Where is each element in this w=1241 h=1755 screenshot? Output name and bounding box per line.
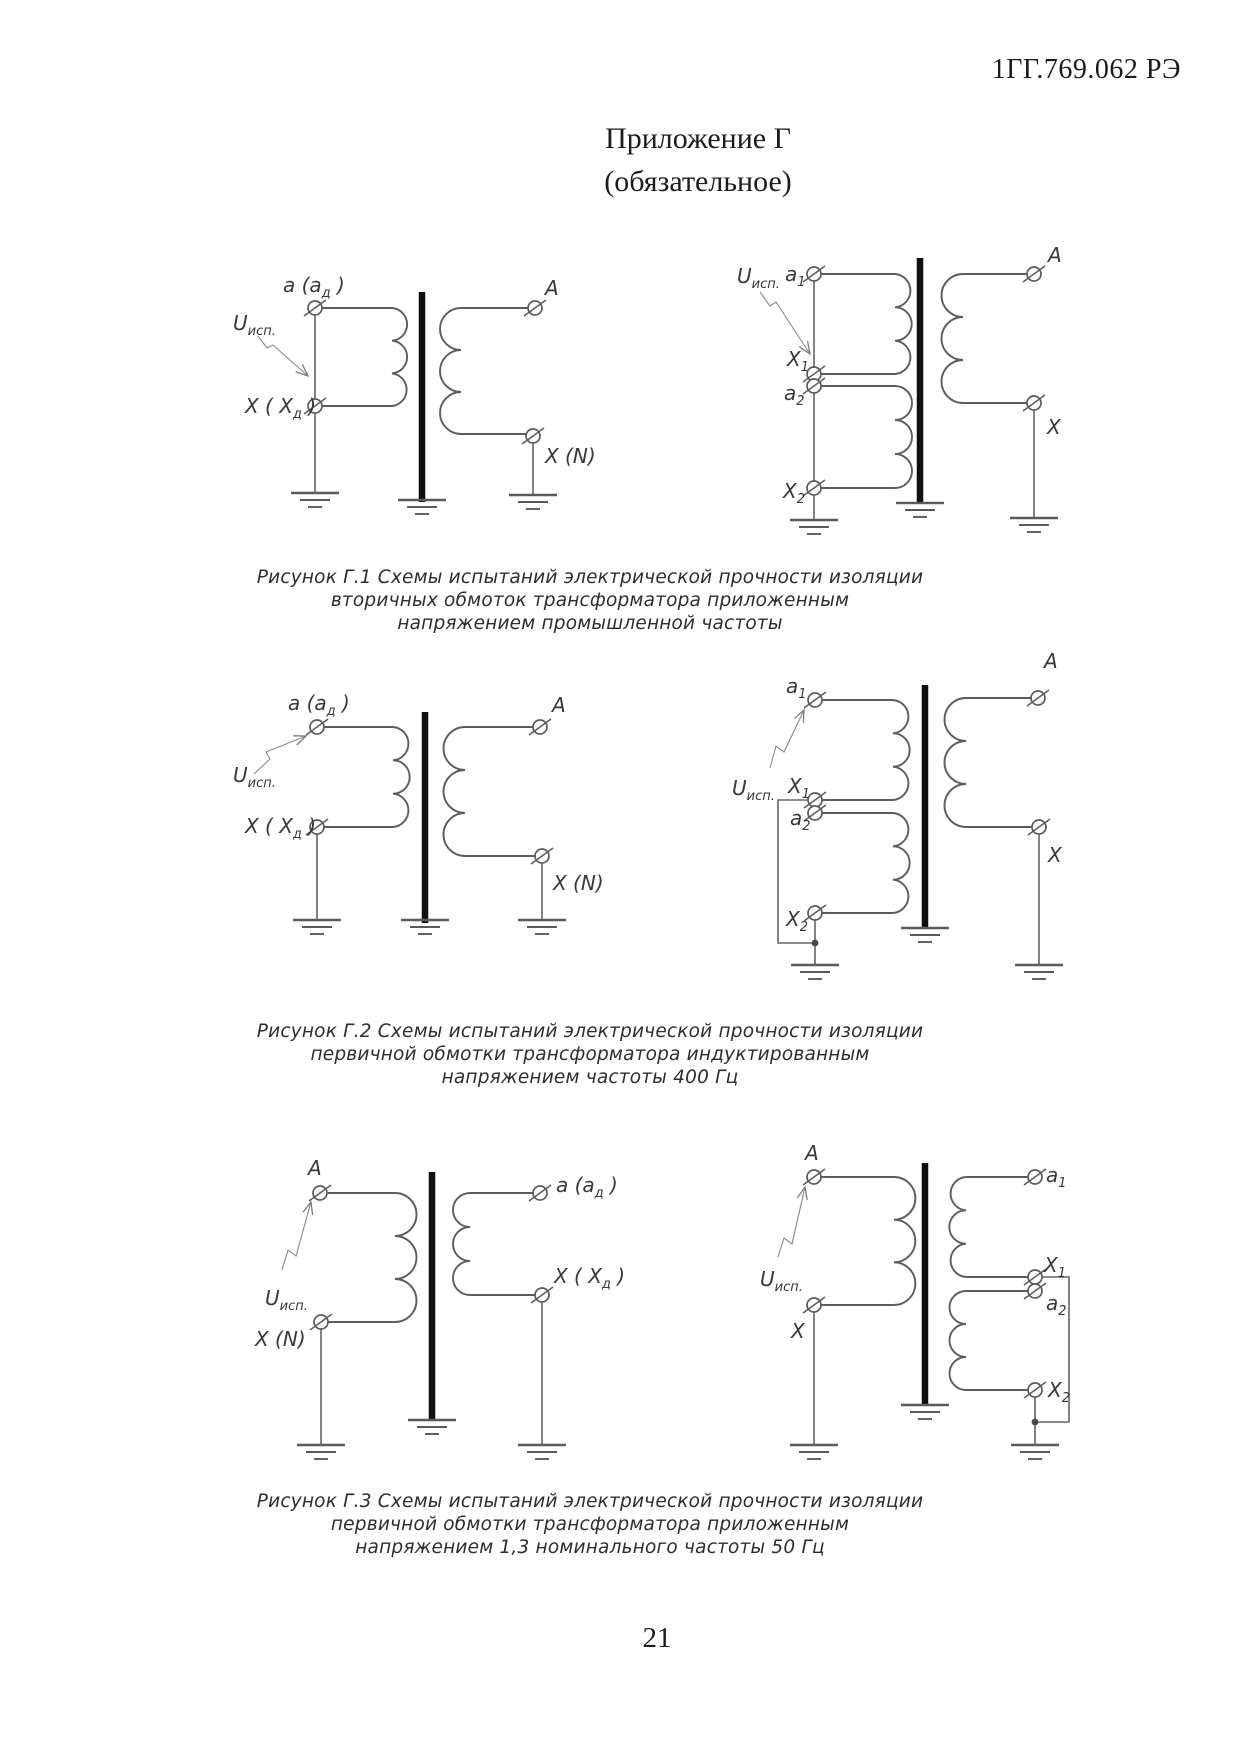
ground-icon [518, 1445, 566, 1459]
wires [814, 274, 1034, 520]
primary-winding-2 [821, 386, 912, 488]
caption-line: Рисунок Г.3 Схемы испытаний электрической прочности изоляции [256, 1491, 924, 1512]
terminal-icon [1027, 690, 1049, 706]
terminal-label-A: A [552, 693, 566, 717]
ground-icons [293, 920, 566, 934]
ground-icon [896, 503, 944, 517]
terminal-icon [1024, 1283, 1046, 1299]
terminal-label-x2: $X_2$ [783, 479, 805, 507]
secondary-winding [444, 727, 536, 856]
terminal-icon [529, 1185, 551, 1201]
terminal-label-X: X [1048, 843, 1062, 867]
ground-icon [509, 495, 557, 509]
ground-icon [398, 500, 446, 514]
test-voltage-label: $U_{исп.}$ [732, 776, 775, 804]
test-voltage-label: $U_{исп.}$ [233, 311, 276, 339]
wires [814, 1277, 1069, 1445]
secondary-winding [945, 698, 1033, 827]
terminal-label-X: X [1047, 415, 1061, 439]
primary-winding-1 [822, 700, 910, 800]
figure-caption-g3 [170, 1490, 1010, 1559]
caption-line: напряжением промышленной частоты [397, 613, 783, 634]
primary-winding [328, 1193, 417, 1322]
terminal-label-a1: $a_1$ [786, 674, 807, 702]
terminal-icon [306, 719, 328, 735]
terminal-label-x2: $X_2$ [1048, 1378, 1070, 1406]
secondary-winding-1 [949, 1177, 1028, 1277]
terminal-icons [306, 719, 553, 864]
ground-icon [790, 1445, 838, 1459]
secondary-winding [440, 308, 528, 434]
page-number: 21 [642, 1622, 672, 1654]
terminal-icon [524, 300, 546, 316]
test-voltage-label: $U_{исп.}$ [760, 1267, 803, 1295]
terminal-label-XN: X (N) [553, 871, 604, 895]
terminal-label-A: A [1044, 649, 1058, 673]
terminal-label-XN: X (N) [255, 1327, 306, 1351]
ground-icons [790, 1405, 1059, 1459]
ground-icon [1011, 1445, 1059, 1459]
ground-icon [297, 1445, 345, 1459]
terminal-icon [803, 266, 825, 282]
ground-icon [1010, 518, 1058, 532]
terminal-label-A: A [1048, 243, 1062, 267]
test-voltage-label: $U_{исп.}$ [737, 264, 780, 292]
terminal-icon [310, 1314, 332, 1330]
terminal-icon [1023, 395, 1045, 411]
terminal-icon [304, 300, 326, 316]
caption-line: первичной обмотки трансформатора приложенным [330, 1514, 850, 1535]
primary-winding-2 [822, 813, 910, 913]
schematic-fig2-right [700, 640, 1110, 995]
terminal-icon [522, 428, 544, 444]
test-voltage-label: $U_{исп.}$ [265, 1286, 308, 1314]
wires [317, 834, 542, 920]
terminal-icon [1024, 1169, 1046, 1185]
terminal-icon [804, 692, 826, 708]
terminal-icons [803, 266, 1045, 496]
terminal-icon [804, 905, 826, 921]
terminal-label-a: a ($a_д$ ) [283, 273, 345, 301]
caption-line: Рисунок Г.2 Схемы испытаний электрической прочности изоляции [256, 1021, 924, 1042]
test-voltage-arrow-icon [258, 336, 308, 376]
terminal-icon [1028, 819, 1050, 835]
ground-icon [518, 920, 566, 934]
terminal-icon [803, 480, 825, 496]
ground-icons [790, 503, 1058, 534]
secondary-winding-2 [950, 1291, 1029, 1390]
terminal-label-a2: $a_2$ [790, 806, 811, 834]
terminal-label-x1: $X_1$ [788, 774, 810, 802]
terminal-label-XN: X (N) [545, 444, 596, 468]
appendix-title: Приложение Г [605, 122, 791, 155]
terminal-icon [1024, 1269, 1046, 1285]
ground-icon [291, 493, 339, 507]
schematic-fig1-left [210, 240, 630, 525]
terminal-icon [529, 719, 551, 735]
schematic-fig2-left [210, 680, 630, 960]
terminal-icon [1024, 1382, 1046, 1398]
schematic-fig3-left [230, 1140, 640, 1480]
ground-icon [901, 1405, 949, 1419]
caption-line: первичной обмотки трансформатора индуктированным [310, 1044, 870, 1065]
ground-icon [791, 965, 839, 979]
caption-line: Рисунок Г.1 Схемы испытаний электрической прочности изоляции [256, 567, 924, 588]
caption-line: напряжением 1,3 номинального частоты 50 Гц [355, 1537, 825, 1558]
terminal-label-x: X ( $X_д$ ) [245, 814, 317, 842]
terminal-icon [531, 848, 553, 864]
test-voltage-arrow-icon [282, 1202, 311, 1270]
primary-winding [322, 308, 407, 406]
test-voltage-arrow-icon [778, 1187, 805, 1257]
ground-icon [408, 1420, 456, 1434]
terminal-label-x1: $X_1$ [787, 347, 809, 375]
appendix-subtitle: (обязательное) [604, 165, 792, 198]
primary-winding [821, 1177, 915, 1305]
terminal-icon [531, 1287, 553, 1303]
caption-line: вторичных обмоток трансформатора приложенным [330, 590, 850, 611]
ground-icon [790, 520, 838, 534]
schematic-fig1-right [720, 230, 1110, 545]
terminal-label-a1: $a_1$ [785, 262, 806, 290]
schematic-fig3-right [740, 1135, 1120, 1475]
terminal-icon [803, 1169, 825, 1185]
terminal-label-x: X ( $X_д$ ) [554, 1264, 626, 1292]
primary-winding-1 [821, 274, 912, 374]
figure-caption-g2 [170, 1020, 1010, 1089]
test-voltage-arrow-icon [254, 736, 306, 774]
test-voltage-arrow-icon [770, 710, 804, 768]
terminal-label-a: a ($a_д$ ) [556, 1173, 618, 1201]
terminal-label-x: X ( $X_д$ ) [245, 394, 317, 422]
junction-dot [812, 940, 819, 947]
terminal-label-A: A [545, 276, 559, 300]
terminal-icon [309, 1185, 331, 1201]
terminal-label-a2: $a_2$ [1046, 1291, 1067, 1319]
test-voltage-arrow-icon [760, 292, 810, 354]
terminal-label-x1: $X_1$ [1044, 1253, 1066, 1281]
primary-winding [324, 727, 410, 827]
ground-icons [297, 1420, 566, 1459]
terminal-label-a: a ($a_д$ ) [288, 691, 350, 719]
terminal-label-a1: $a_1$ [1046, 1163, 1067, 1191]
ground-icon [293, 920, 341, 934]
terminal-label-x2: $X_2$ [786, 907, 808, 935]
terminal-label-a2: $a_2$ [784, 381, 805, 409]
terminal-icon [803, 1297, 825, 1313]
secondary-winding [453, 1193, 535, 1295]
junction-dot [1032, 1419, 1039, 1426]
test-voltage-label: $U_{исп.}$ [233, 763, 276, 791]
terminal-label-A: A [805, 1141, 819, 1165]
terminal-label-X: X [791, 1319, 805, 1343]
ground-icon [901, 928, 949, 942]
figure-caption-g1 [170, 566, 1010, 635]
terminal-label-A: A [308, 1156, 322, 1180]
doc-number: 1ГГ.769.062 РЭ [991, 54, 1181, 85]
ground-icons [791, 928, 1063, 979]
caption-line: напряжением частоты 400 Гц [441, 1067, 739, 1088]
secondary-winding [942, 274, 1028, 403]
terminal-icon [1023, 266, 1045, 282]
ground-icon [1015, 965, 1063, 979]
